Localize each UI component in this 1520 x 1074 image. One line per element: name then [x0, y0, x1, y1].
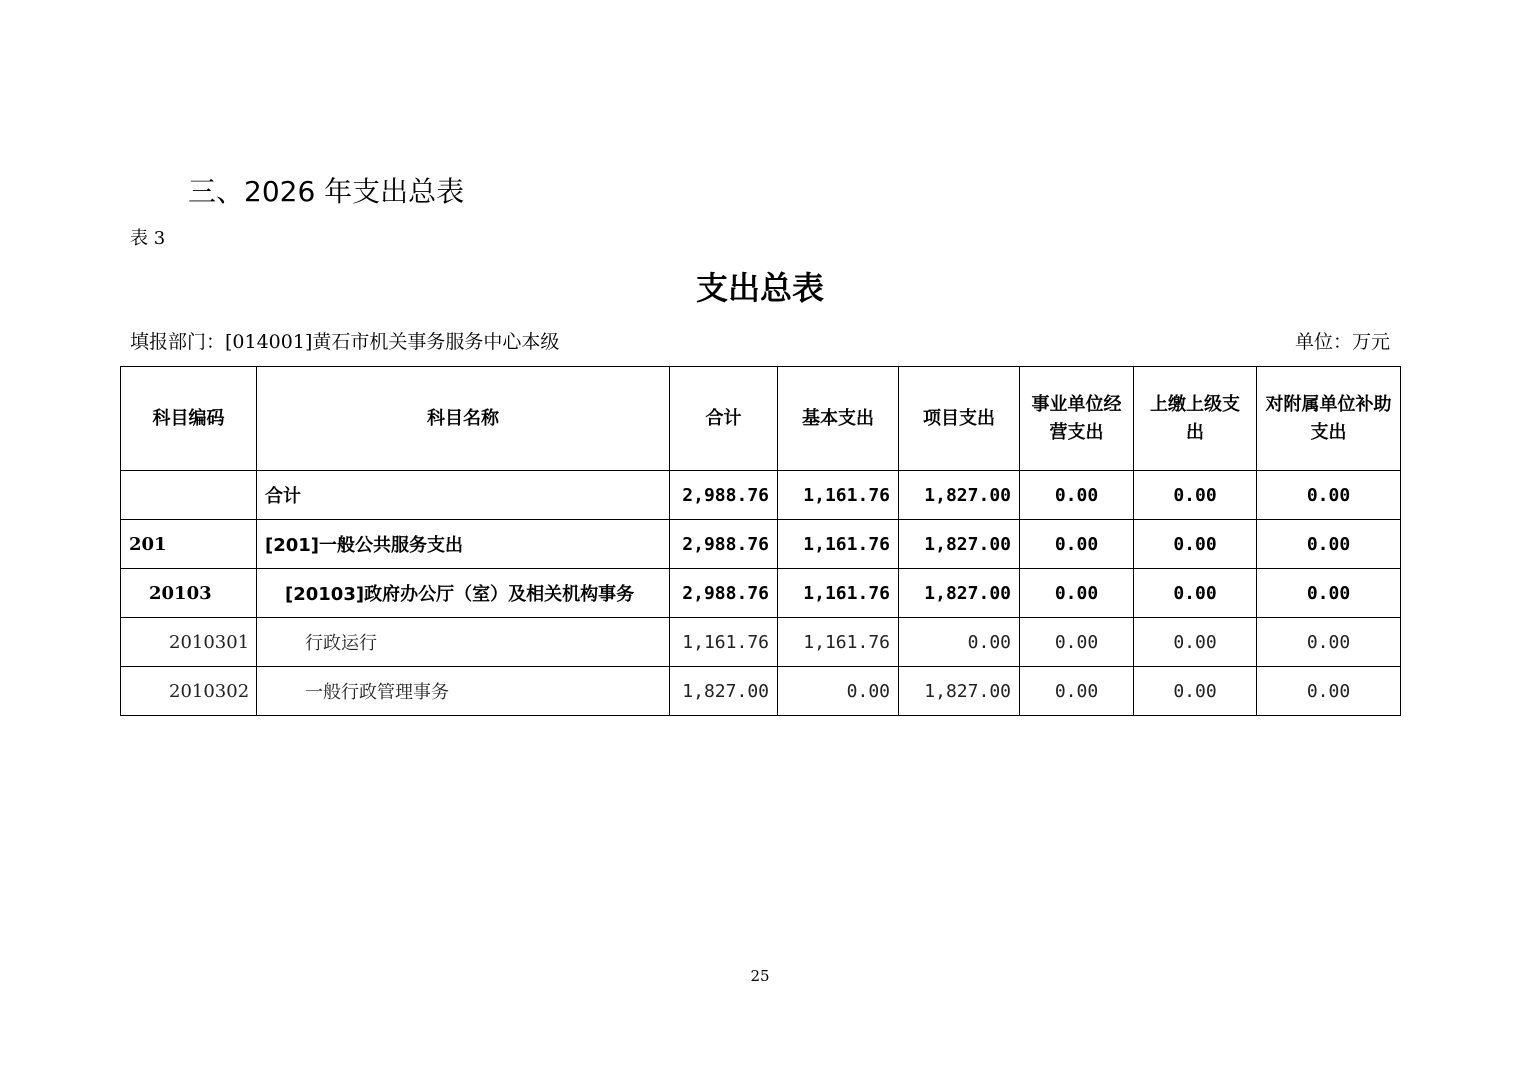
cell-name: [201]一般公共服务支出 — [257, 520, 670, 569]
cell-project: 1,827.00 — [899, 520, 1020, 569]
header-total: 合计 — [670, 367, 778, 471]
header-subsidiary: 对附属单位补助支出 — [1257, 367, 1401, 471]
cell-code: 2010301 — [121, 618, 257, 667]
cell-code — [121, 471, 257, 520]
cell-upper: 0.00 — [1134, 471, 1257, 520]
cell-basic: 1,161.76 — [778, 618, 899, 667]
cell-name: [20103]政府办公厅（室）及相关机构事务 — [257, 569, 670, 618]
cell-business: 0.00 — [1020, 667, 1134, 716]
cell-name: 合计 — [257, 471, 670, 520]
department-label: 填报部门：[014001]黄石市机关事务服务中心本级 — [130, 331, 560, 353]
header-code: 科目编码 — [121, 367, 257, 471]
cell-basic: 0.00 — [778, 667, 899, 716]
header-project: 项目支出 — [899, 367, 1020, 471]
cell-total: 2,988.76 — [670, 520, 778, 569]
cell-total: 1,161.76 — [670, 618, 778, 667]
cell-basic: 1,161.76 — [778, 520, 899, 569]
cell-total: 2,988.76 — [670, 569, 778, 618]
cell-code: 2010302 — [121, 667, 257, 716]
section-heading: 三、2026 年支出总表 — [188, 175, 465, 208]
table-title: 支出总表 — [695, 269, 824, 307]
header-business: 事业单位经营支出 — [1020, 367, 1134, 471]
cell-project: 1,827.00 — [899, 667, 1020, 716]
table-row — [121, 471, 1401, 520]
cell-project: 1,827.00 — [899, 569, 1020, 618]
unit-label: 单位：万元 — [1294, 331, 1390, 353]
cell-code: 20103 — [121, 569, 257, 618]
cell-subsidiary: 0.00 — [1257, 569, 1401, 618]
cell-name: 行政运行 — [257, 618, 670, 667]
cell-basic: 1,161.76 — [778, 471, 899, 520]
page-number: 25 — [750, 967, 770, 985]
cell-subsidiary: 0.00 — [1257, 520, 1401, 569]
table-row — [121, 667, 1401, 716]
cell-subsidiary: 0.00 — [1257, 471, 1401, 520]
cell-subsidiary: 0.00 — [1257, 618, 1401, 667]
table-row — [121, 569, 1401, 618]
cell-upper: 0.00 — [1134, 667, 1257, 716]
expense-table — [120, 366, 1401, 716]
cell-upper: 0.00 — [1134, 569, 1257, 618]
cell-business: 0.00 — [1020, 471, 1134, 520]
cell-business: 0.00 — [1020, 618, 1134, 667]
cell-project: 0.00 — [899, 618, 1020, 667]
table-row — [121, 618, 1401, 667]
cell-upper: 0.00 — [1134, 618, 1257, 667]
cell-business: 0.00 — [1020, 520, 1134, 569]
header-row — [121, 367, 1401, 471]
cell-upper: 0.00 — [1134, 520, 1257, 569]
cell-business: 0.00 — [1020, 569, 1134, 618]
cell-total: 1,827.00 — [670, 667, 778, 716]
cell-basic: 1,161.76 — [778, 569, 899, 618]
cell-total: 2,988.76 — [670, 471, 778, 520]
table-number: 表 3 — [130, 228, 166, 249]
cell-project: 1,827.00 — [899, 471, 1020, 520]
header-basic: 基本支出 — [778, 367, 899, 471]
cell-subsidiary: 0.00 — [1257, 667, 1401, 716]
cell-name: 一般行政管理事务 — [257, 667, 670, 716]
meta-line — [130, 328, 1390, 356]
header-upper: 上缴上级支出 — [1134, 367, 1257, 471]
table-row — [121, 520, 1401, 569]
header-name: 科目名称 — [257, 367, 670, 471]
cell-code: 201 — [121, 520, 257, 569]
